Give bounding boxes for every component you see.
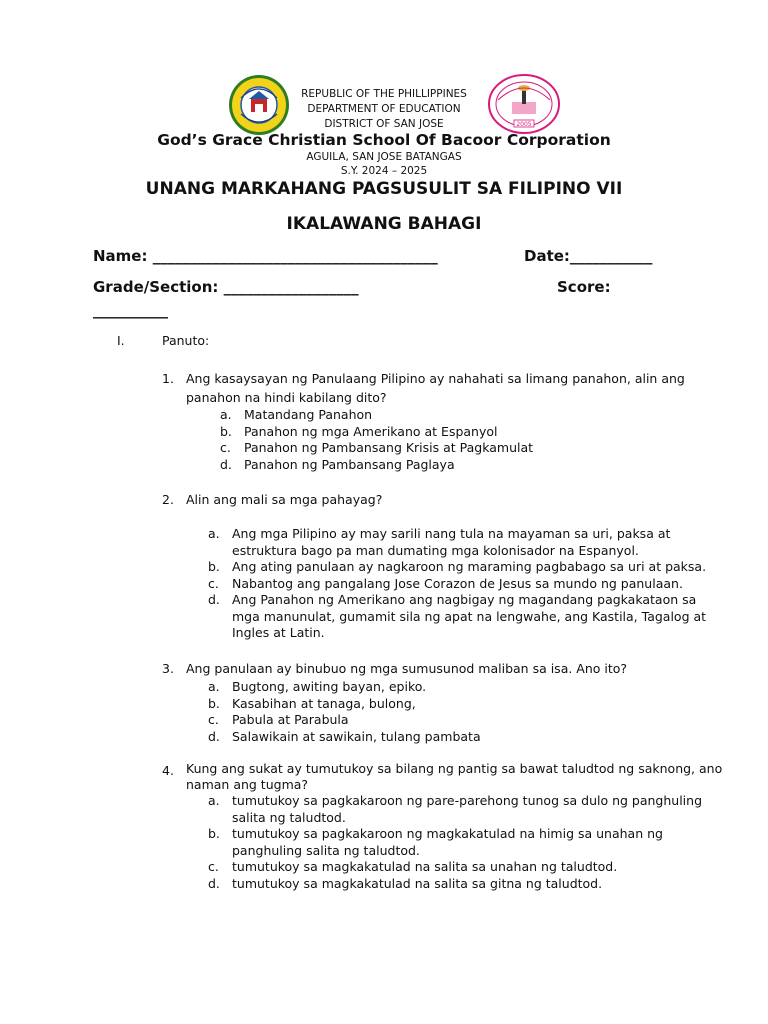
list-item[interactable] bbox=[220, 407, 533, 424]
list-item[interactable] bbox=[208, 793, 703, 826]
option-text: Pabula at Parabula bbox=[232, 712, 349, 727]
option-text: tumutukoy sa magkakatulad na salita sa gitna ng taludtod. bbox=[232, 875, 603, 891]
question-1-line-1: Ang kasaysayan ng Panulaang Pilipino ay nahahati sa limang panahon, alin ang bbox=[186, 371, 685, 386]
list-item[interactable] bbox=[220, 456, 533, 474]
list-item[interactable] bbox=[208, 592, 707, 642]
option-letter: a. bbox=[208, 793, 220, 808]
grade-section-field[interactable] bbox=[93, 278, 359, 296]
option-letter: a. bbox=[208, 526, 220, 541]
option-text: Bugtong, awiting bayan, epiko. bbox=[232, 679, 427, 694]
option-text: Nabantog ang pangalang Jose Corazon de Jesus sa mundo ng panulaan. bbox=[232, 575, 683, 591]
question-1-line-2: panahon na hindi kabilang dito? bbox=[186, 390, 387, 405]
name-label: Name: bbox=[93, 247, 148, 265]
option-letter: d. bbox=[220, 456, 232, 472]
list-item[interactable] bbox=[208, 728, 481, 746]
option-text: panghuling salita ng taludtod. bbox=[232, 842, 420, 858]
list-item[interactable] bbox=[220, 423, 533, 441]
option-text: Matandang Panahon bbox=[244, 407, 373, 422]
option-letter: b. bbox=[208, 826, 220, 841]
option-letter: c. bbox=[220, 440, 231, 455]
question-3-number: 3. bbox=[162, 661, 174, 676]
option-letter: d. bbox=[208, 592, 220, 607]
question-4-text bbox=[186, 761, 722, 793]
score-label: Score: bbox=[557, 278, 611, 296]
score-line[interactable]: __________ bbox=[93, 301, 168, 319]
list-item[interactable] bbox=[208, 575, 706, 593]
question-3-text: Ang panulaan ay binubuo ng mga sumusunod maliban sa isa. Ano ito? bbox=[186, 661, 628, 676]
school-name: God’s Grace Christian School Of Bacoor Corporation bbox=[157, 131, 611, 149]
header-line-3: DISTRICT OF SAN JOSE bbox=[324, 118, 444, 130]
question-4-options bbox=[208, 793, 703, 892]
list-item[interactable] bbox=[208, 859, 702, 876]
section-label: Panuto: bbox=[162, 333, 210, 348]
option-letter: c. bbox=[208, 712, 219, 727]
header-line-2: DEPARTMENT OF EDUCATION bbox=[307, 103, 461, 115]
question-4-line-2: naman ang tugma? bbox=[186, 777, 309, 792]
question-4-line-1: Kung ang sukat ay tumutukoy sa bilang ng pantig sa bawat taludtod ng saknong, ano bbox=[186, 761, 723, 776]
option-text: Panahon ng mga Amerikano at Espanyol bbox=[244, 423, 498, 439]
option-text: Ang Panahon ng Amerikano ang nagbigay ng magandang pagkakataon sa bbox=[232, 592, 697, 607]
exam-subtitle: IKALAWANG BAHAGI bbox=[286, 214, 482, 234]
grade-section-label: Grade/Section: bbox=[93, 278, 219, 296]
exam-title: UNANG MARKAHANG PAGSUSULIT SA FILIPINO VII bbox=[145, 179, 623, 199]
grade-section-line: __________________ bbox=[223, 278, 359, 296]
option-letter: b. bbox=[208, 695, 220, 711]
option-text: tumutukoy sa pagkakaroon ng magkakatulad na himig sa unahan ng bbox=[232, 826, 663, 841]
option-text: Ang mga Pilipino ay may sarili nang tula na mayaman sa uri, paksa at bbox=[232, 526, 671, 541]
school-address: AGUILA, SAN JOSE BATANGAS bbox=[306, 151, 462, 163]
list-item[interactable] bbox=[208, 559, 707, 576]
question-3-options bbox=[208, 679, 481, 745]
option-text: Kasabihan at tanaga, bulong, bbox=[232, 695, 416, 711]
option-letter: a. bbox=[208, 679, 220, 694]
date-field[interactable] bbox=[524, 247, 652, 265]
option-letter: d. bbox=[208, 875, 220, 891]
logo-year-text: 2005 bbox=[516, 121, 532, 128]
option-text: tumutukoy sa magkakatulad na salita sa unahan ng taludtod. bbox=[232, 859, 618, 874]
option-letter: b. bbox=[220, 423, 232, 439]
question-1-options bbox=[220, 407, 534, 473]
list-item[interactable] bbox=[208, 679, 481, 696]
header-line-1: REPUBLIC OF THE PHILLIPPINES bbox=[301, 88, 467, 100]
list-item[interactable] bbox=[208, 875, 702, 893]
option-letter: c. bbox=[208, 575, 219, 591]
list-item[interactable] bbox=[208, 712, 481, 729]
option-text: Ingles at Latin. bbox=[232, 625, 325, 640]
option-letter: c. bbox=[208, 859, 219, 874]
option-letter: a. bbox=[220, 407, 232, 422]
question-1-text bbox=[186, 369, 685, 407]
question-4-number: 4. bbox=[162, 763, 174, 778]
name-field[interactable] bbox=[93, 247, 438, 265]
list-item[interactable] bbox=[220, 440, 534, 457]
list-item[interactable] bbox=[208, 695, 481, 713]
section-numeral: I. bbox=[117, 333, 125, 348]
option-text: Ang ating panulaan ay nagkaroon ng maraming pagbabago sa uri at paksa. bbox=[232, 559, 707, 574]
school-year: S.Y. 2024 – 2025 bbox=[340, 165, 428, 177]
name-line: ______________________________________ bbox=[152, 247, 438, 265]
option-text: estruktura bago pa man dumating mga kolonisador na Espanyol. bbox=[232, 542, 639, 558]
option-letter: b. bbox=[208, 559, 220, 574]
date-label: Date: bbox=[524, 247, 570, 265]
question-2-text: Alin ang mali sa mga pahayag? bbox=[186, 492, 383, 507]
question-2-options bbox=[208, 526, 707, 642]
list-item[interactable] bbox=[208, 526, 706, 559]
option-text: salita ng taludtod. bbox=[232, 809, 346, 825]
option-text: mga manunulat, gumamit sila ng apat na lengwahe, ang Kastila, Tagalog at bbox=[232, 608, 707, 624]
option-text: Salawikain at sawikain, tulang pambata bbox=[232, 728, 481, 744]
list-item[interactable] bbox=[208, 826, 702, 859]
option-letter: d. bbox=[208, 728, 220, 744]
option-text: Panahon ng Pambansang Krisis at Pagkamulat bbox=[244, 440, 534, 455]
question-1-number: 1. bbox=[162, 371, 174, 386]
option-text: Panahon ng Pambansang Paglaya bbox=[244, 456, 455, 472]
question-2-number: 2. bbox=[162, 492, 174, 507]
date-line: ___________ bbox=[569, 247, 653, 265]
option-text: tumutukoy sa pagkakaroon ng pare-parehong tunog sa dulo ng panghuling bbox=[232, 793, 703, 808]
